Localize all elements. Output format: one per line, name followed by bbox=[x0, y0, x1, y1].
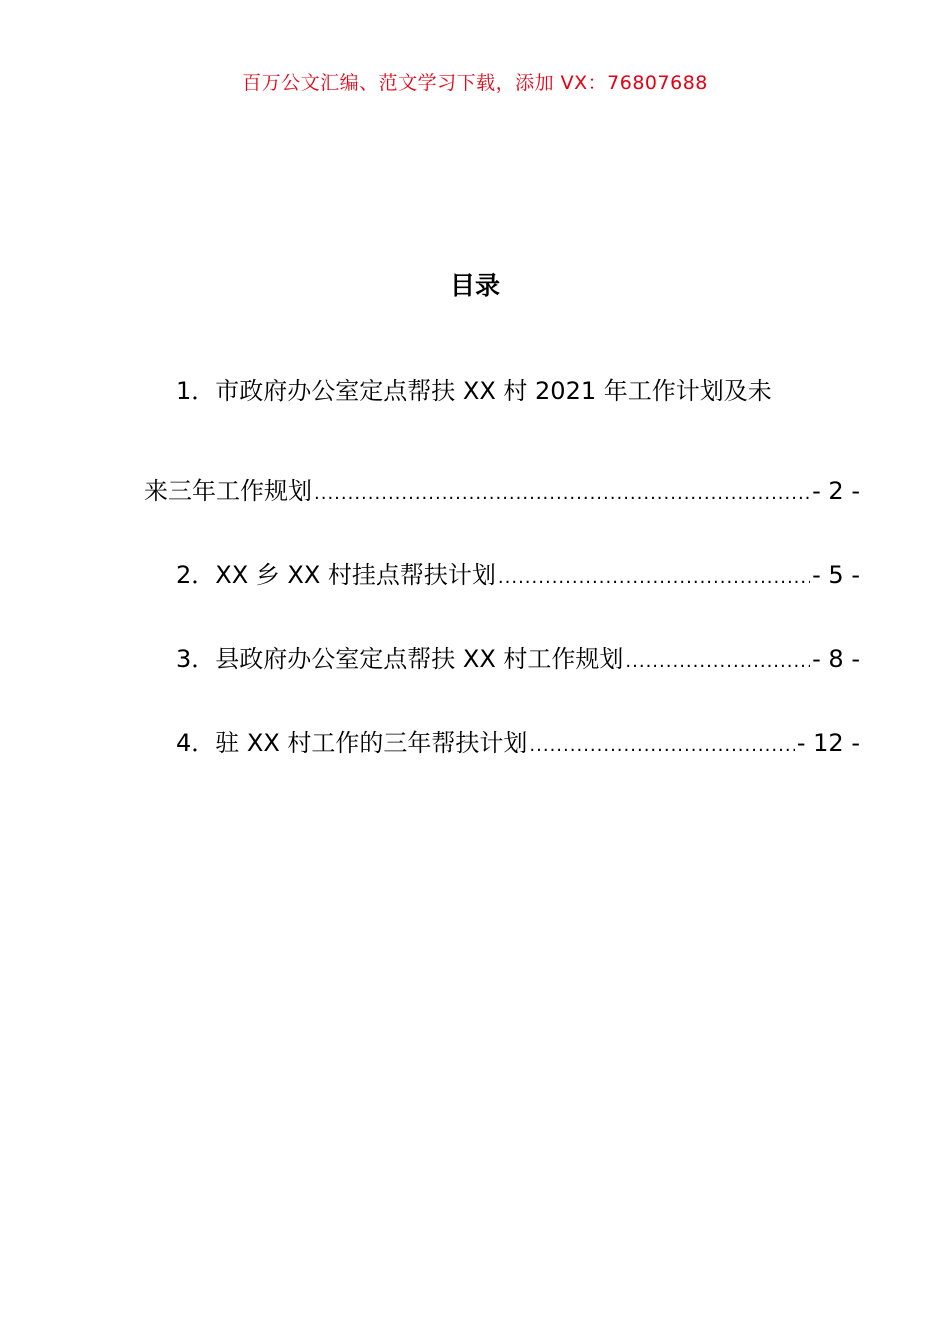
toc-entry-1-line-2[interactable] bbox=[144, 474, 860, 511]
toc-dot-leader bbox=[625, 645, 810, 679]
toc-entry-2-page: - 5 - bbox=[812, 561, 860, 589]
toc-entry-1-page: - 2 - bbox=[812, 477, 860, 505]
toc-entry-4-text: 4．驻 XX 村工作的三年帮扶计划 bbox=[176, 729, 528, 757]
toc-entry-3-text: 3．县政府办公室定点帮扶 XX 村工作规划 bbox=[176, 645, 624, 673]
toc-entry-1-text-line-2: 来三年工作规划 bbox=[144, 477, 312, 505]
toc-entry-2[interactable] bbox=[144, 558, 860, 595]
header-contact-note: 百万公文汇编、范文学习下载，添加 VX：76807688 bbox=[242, 72, 708, 94]
toc-entry-4[interactable] bbox=[144, 726, 860, 763]
toc-entry-3[interactable] bbox=[144, 642, 860, 679]
toc-title: 目录 bbox=[449, 271, 500, 300]
toc-entry-4-page: - 12 - bbox=[796, 729, 860, 757]
toc-entry-3-page: - 8 - bbox=[812, 645, 860, 673]
toc-dot-leader bbox=[498, 561, 810, 595]
toc-dot-leader bbox=[529, 729, 794, 763]
toc-entry-2-text: 2．XX 乡 XX 村挂点帮扶计划 bbox=[176, 561, 496, 589]
toc-dot-leader bbox=[314, 477, 810, 511]
toc-entry-1-line-1[interactable] bbox=[144, 374, 860, 408]
toc-entry-1-text-line-1: 1．市政府办公室定点帮扶 XX 村 2021 年工作计划及未 bbox=[176, 377, 772, 405]
